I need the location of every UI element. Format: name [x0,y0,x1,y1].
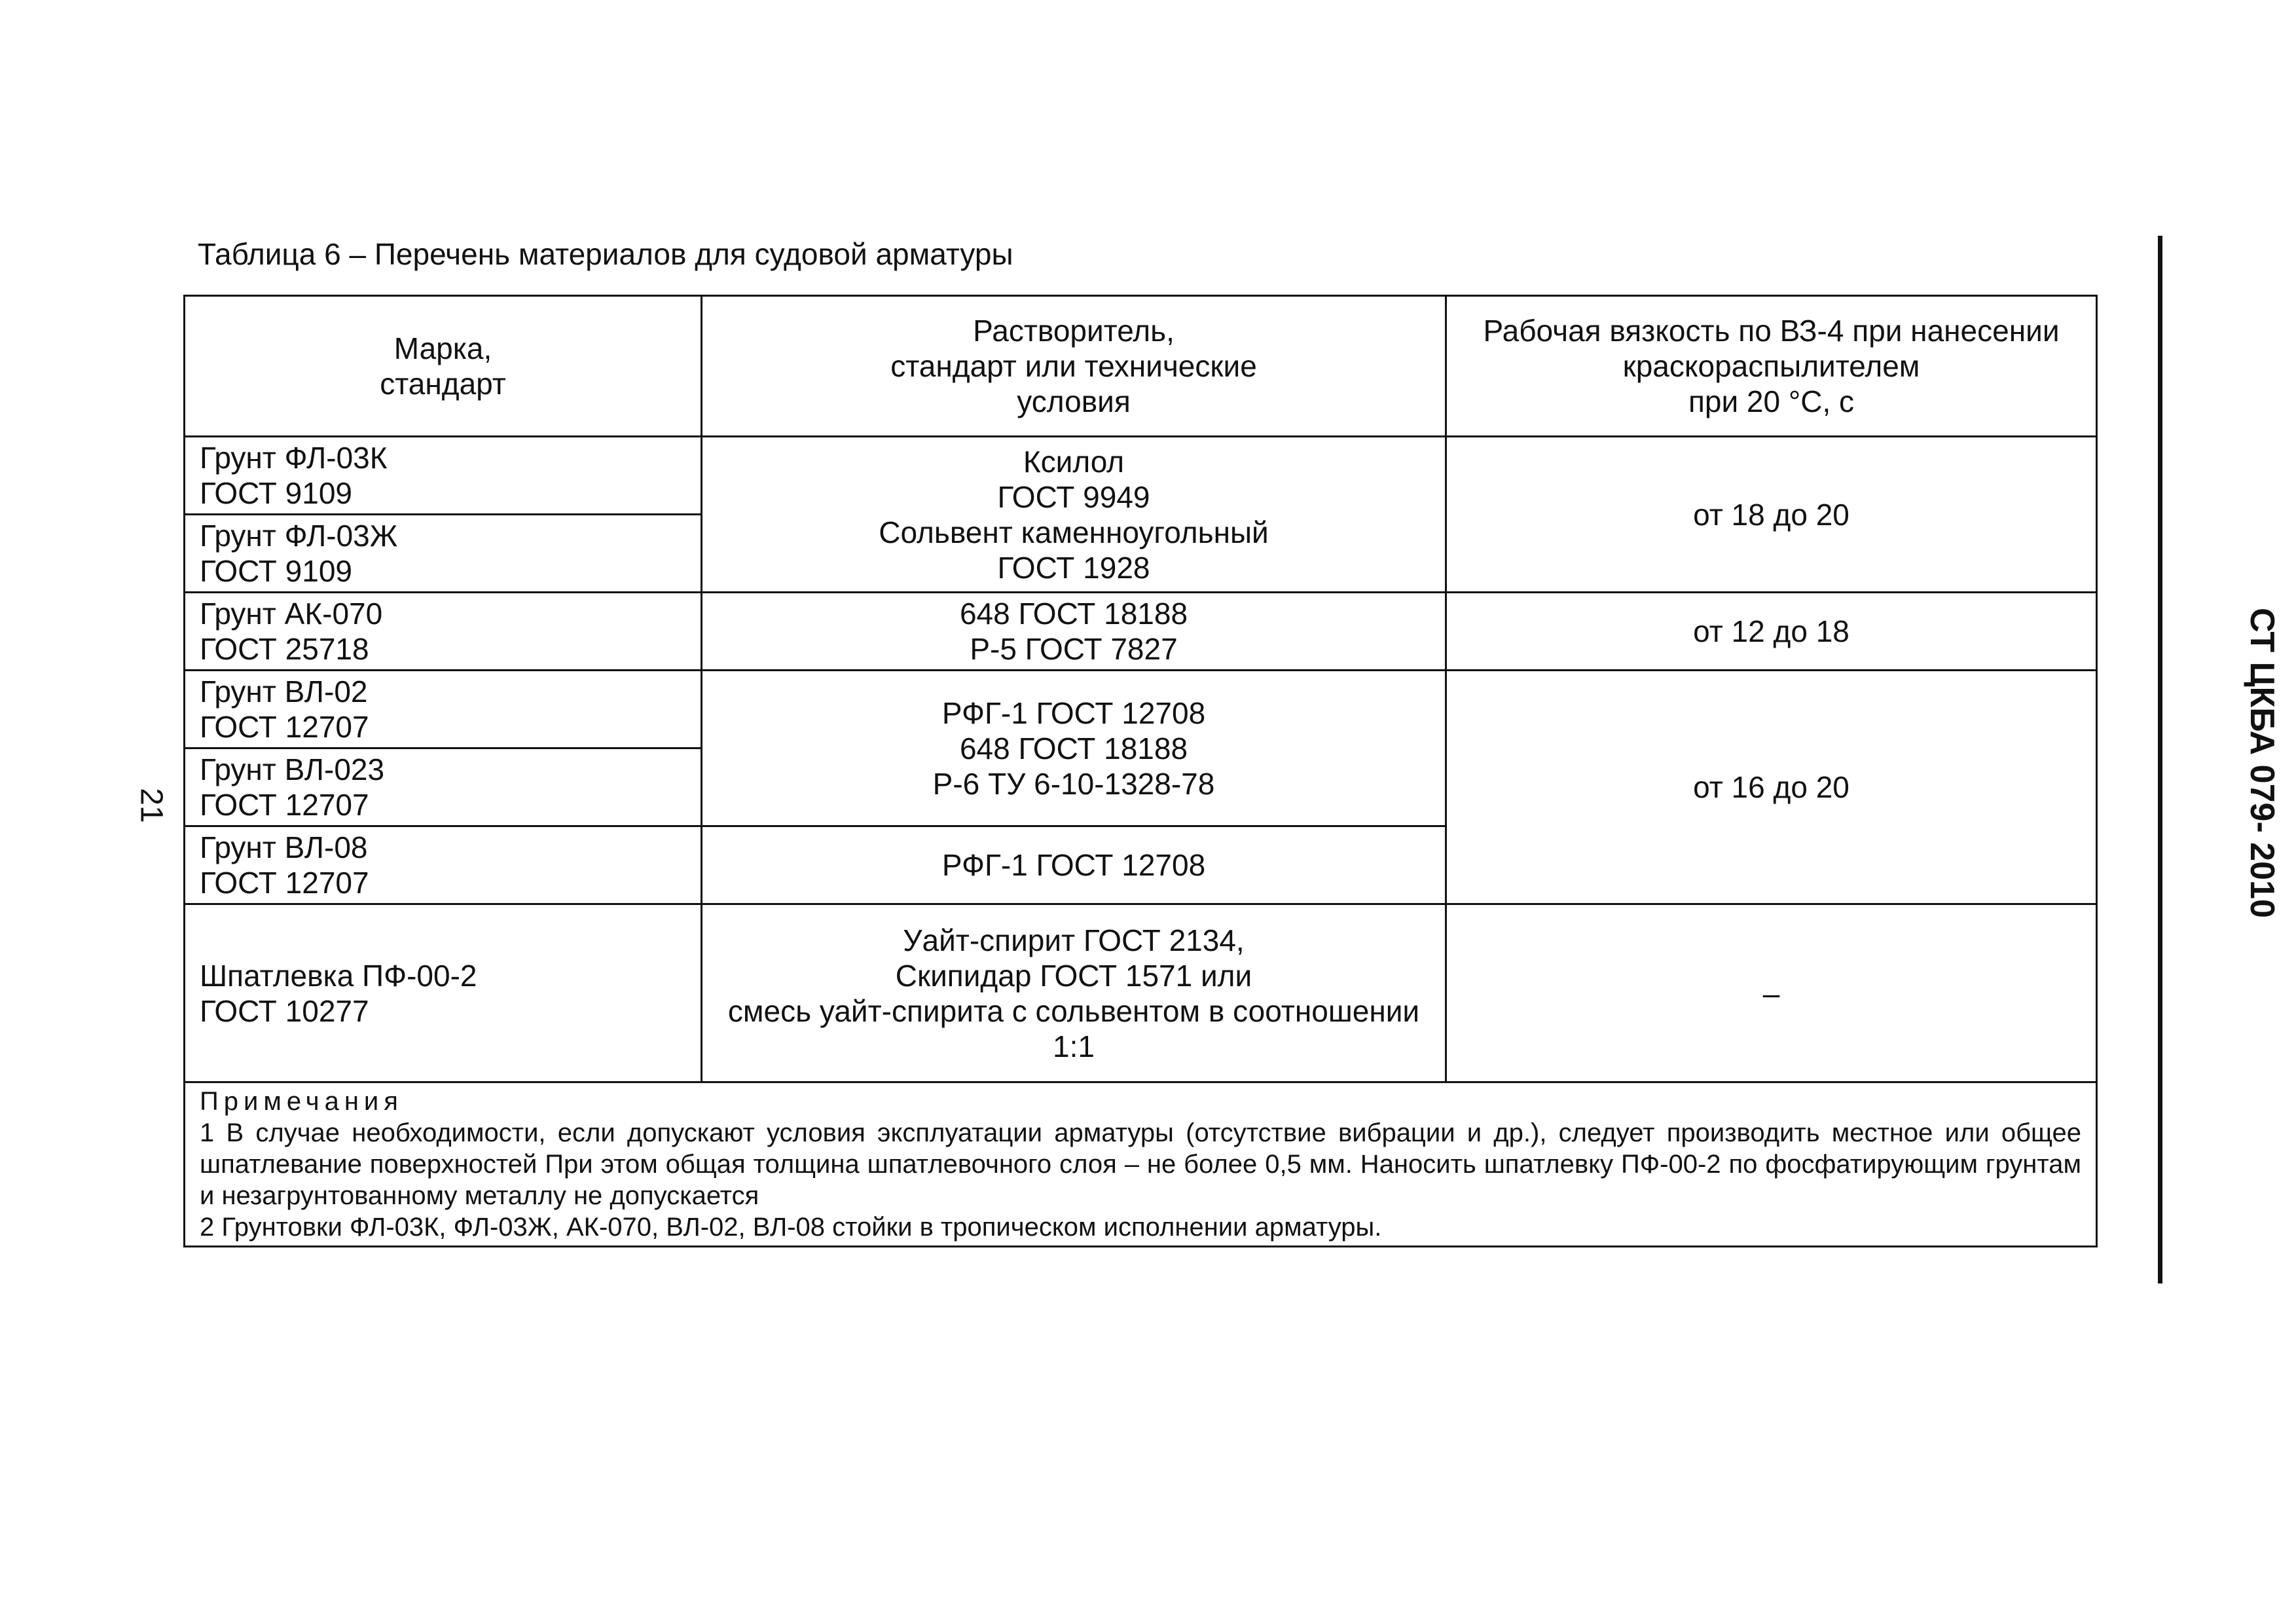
brand-cell: Грунт АК-070 ГОСТ 25718 [185,593,702,671]
solvent-cell: РФГ-1 ГОСТ 12708 648 ГОСТ 18188 Р-6 ТУ 6-10-1328-78 [702,671,1446,826]
viscosity-cell: от 18 до 20 [1446,437,2097,593]
viscosity-cell: – [1446,904,2097,1082]
side-rule [2158,236,2162,1283]
table-row [185,904,2097,1082]
viscosity-cell: от 12 до 18 [1446,593,2097,671]
table-row [185,593,2097,671]
page-number: 21 [134,788,169,823]
table-row [185,671,2097,748]
notes-title: Примечания [200,1087,403,1116]
header-solvent: Растворитель, стандарт или технические условия [702,296,1446,437]
brand-cell: Грунт ВЛ-02 ГОСТ 12707 [185,671,702,748]
notes-cell [185,1082,2097,1247]
document-id: СТ ЦКБА 079- 2010 [2243,608,2281,918]
brand-cell: Грунт ВЛ-023 ГОСТ 12707 [185,748,702,826]
header-brand: Марка, стандарт [185,296,702,437]
table-row [185,437,2097,515]
solvent-cell: РФГ-1 ГОСТ 12708 [702,826,1446,904]
header-viscosity: Рабочая вязкость по ВЗ-4 при нанесении краскораспылителем при 20 °С, с [1446,296,2097,437]
materials-table [183,295,2098,1247]
solvent-cell: 648 ГОСТ 18188 Р-5 ГОСТ 7827 [702,593,1446,671]
viscosity-cell: от 16 до 20 [1446,671,2097,904]
note-1: 1 В случае необходимости, если допускают условия эксплуатации арматуры (отсутствие вибрации и др.), следует производить местное или общее шпатлевание поверхностей При этом общая толщина шпатлевочного слоя – не более 0,5 мм. Наносить шпатлевку ПФ-00-2 по фосфатирующим грунтам и незагрунтованному металлу не допускается [200,1118,2081,1210]
solvent-cell: Ксилол ГОСТ 9949 Сольвент каменноугольный ГОСТ 1928 [702,437,1446,593]
notes-row [185,1082,2097,1247]
note-2: 2 Грунтовки ФЛ-03К, ФЛ-03Ж, АК-070, ВЛ-02, ВЛ-08 стойки в тропическом исполнении арматуры. [200,1213,1382,1242]
brand-cell: Шпатлевка ПФ-00-2 ГОСТ 10277 [185,904,702,1082]
table-caption: Таблица 6 – Перечень материалов для судовой арматуры [198,237,1013,271]
brand-cell: Грунт ФЛ-03Ж ГОСТ 9109 [185,515,702,593]
header-row [185,296,2097,437]
brand-cell: Грунт ВЛ-08 ГОСТ 12707 [185,826,702,904]
solvent-cell: Уайт-спирит ГОСТ 2134, Скипидар ГОСТ 1571 или смесь уайт-спирита с сольвентом в соотношении 1:1 [702,904,1446,1082]
brand-cell: Грунт ФЛ-03К ГОСТ 9109 [185,437,702,515]
